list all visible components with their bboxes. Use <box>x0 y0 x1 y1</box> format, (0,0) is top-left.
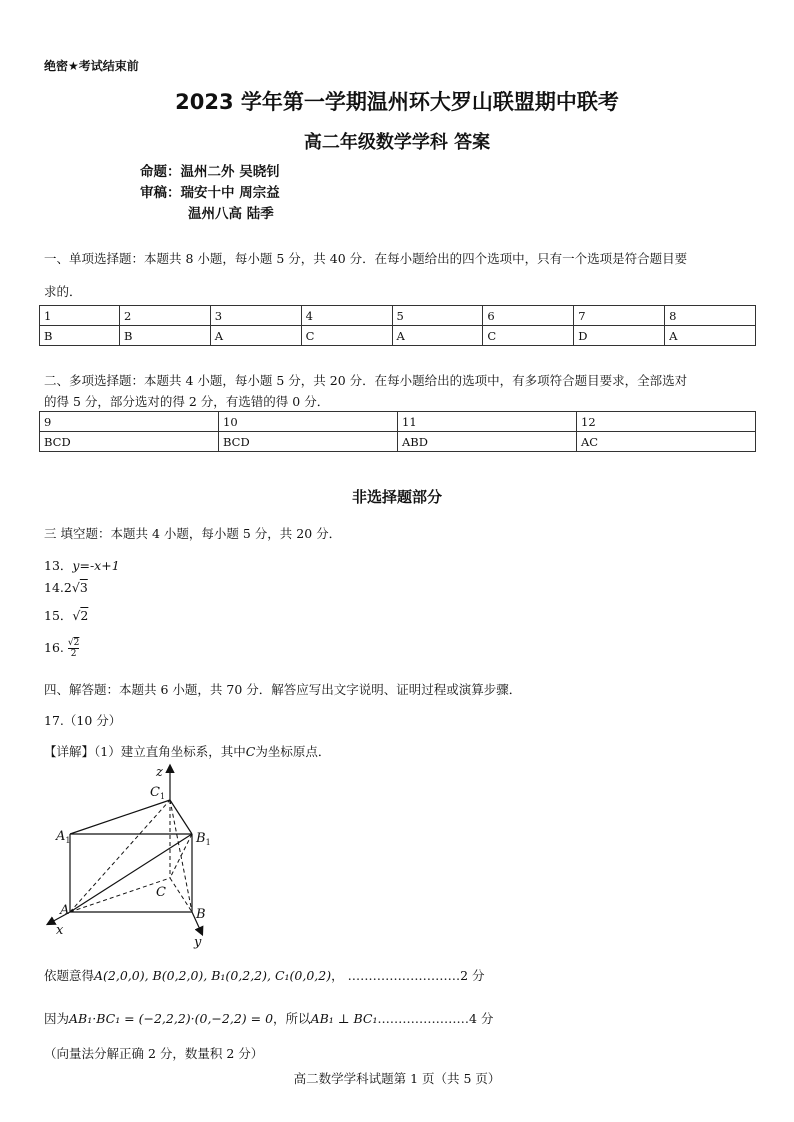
section2-instructions-line1: 二、多项选择题：本题共 4 小题，每小题 5 分，共 20 分．在每小题给出的选项中，有多项符合题目要求，全部选对 <box>44 373 688 388</box>
dashed-edges <box>70 800 192 912</box>
table-cell: D <box>574 326 665 346</box>
table-cell: 1 <box>40 306 120 326</box>
label-B1: $B_1$ <box>196 831 211 847</box>
author-label: 命题： <box>140 164 181 180</box>
label-z: z <box>156 765 163 780</box>
section1-instructions-line1: 一、单项选择题：本题共 8 小题，每小题 5 分，共 40 分．在每小题给出的四个选项中，只有一个选项是符合题目要 <box>44 251 688 266</box>
table-cell: 11 <box>398 412 577 432</box>
table-cell: 12 <box>577 412 756 432</box>
label-C: C <box>156 885 166 900</box>
single-choice-answer-table <box>39 305 756 346</box>
exam-title: 2023 学年第一学期温州环大罗山联盟期中联考 <box>175 90 619 114</box>
solution-line-2-math: AB₁·BC₁ = (−2,2,2)·(0,−2,2) = 0 <box>69 1011 274 1026</box>
solution-line-2-score: .…………………4 分 <box>377 1011 494 1026</box>
table-cell: 5 <box>392 306 483 326</box>
answer-13-value: y=-x+1 <box>72 558 120 573</box>
label-C1: $C_1$ <box>150 785 166 801</box>
table-row <box>40 326 756 346</box>
table-cell: A <box>392 326 483 346</box>
author-line <box>140 160 280 180</box>
label-A: A <box>60 903 70 918</box>
table-cell: 2 <box>119 306 210 326</box>
label-A1: $A_1$ <box>56 829 71 845</box>
detail-label: 【详解】 <box>44 744 95 759</box>
answer-14 <box>44 580 88 595</box>
reviewer-name-2: 温州八高 陆季 <box>188 206 274 222</box>
table-cell: A <box>210 326 301 346</box>
detail-line <box>44 742 330 760</box>
section4-instructions: 四、解答题：本题共 6 小题，共 70 分．解答应写出文字说明、证明过程或演算步骤． <box>44 682 522 697</box>
solution-line-1-math: A(2,0,0), B(0,2,0), B₁(0,2,2), C₁(0,0,2) <box>94 968 332 983</box>
exam-subtitle: 高二年级数学学科 答案 <box>303 132 491 153</box>
table-row <box>40 432 756 452</box>
table-cell: 9 <box>40 412 219 432</box>
prism-figure <box>38 762 238 952</box>
author-name: 温州二外 吴晓钊 <box>180 164 280 180</box>
table-cell: B <box>40 326 120 346</box>
answer-14-coef: 2 <box>63 580 72 595</box>
solution-line-1 <box>44 966 485 984</box>
section1-instructions-line2: 求的． <box>44 284 82 299</box>
sqrt-icon: √ <box>72 608 81 623</box>
solution-line-2-prefix: 因为 <box>44 1011 70 1026</box>
nonchoice-heading: 非选择题部分 <box>351 488 442 506</box>
multi-choice-answer-table <box>39 411 756 452</box>
table-cell: 8 <box>665 306 756 326</box>
solution-line-1-comma: ， <box>331 968 344 983</box>
detail-tail: 为坐标原点． <box>255 744 331 759</box>
solution-line-2-math2: AB₁ ⊥ BC₁ <box>310 1011 378 1026</box>
table-cell: ABD <box>398 432 577 452</box>
reviewer-label: 审稿： <box>140 185 181 201</box>
fraction-numerator <box>68 638 79 649</box>
table-cell: BCD <box>219 432 398 452</box>
table-row <box>40 306 756 326</box>
table-cell: BCD <box>40 432 219 452</box>
solution-line-1-score: ………………………2 分 <box>347 968 485 983</box>
sqrt-icon: √ <box>71 580 80 595</box>
answer-14-radicand: 3 <box>79 580 88 595</box>
label-B: B <box>196 907 206 922</box>
answer-15 <box>44 606 88 624</box>
answer-13-label: 13． <box>44 558 73 573</box>
table-cell: A <box>665 326 756 346</box>
numerator-radicand: 2 <box>73 638 80 648</box>
table-cell: 4 <box>301 306 392 326</box>
table-cell: C <box>483 326 574 346</box>
table-cell: 7 <box>574 306 665 326</box>
question-17-heading: 17.（10 分） <box>44 713 122 728</box>
answer-14-label: 14. <box>44 580 64 595</box>
sqrt-icon: √ <box>67 638 74 648</box>
table-cell: B <box>119 326 210 346</box>
reviewer-name-1: 瑞安十中 周宗益 <box>180 185 280 201</box>
answer-16-fraction <box>68 638 79 659</box>
reviewer-line <box>140 181 280 201</box>
answer-15-label: 15． <box>44 608 73 623</box>
table-row <box>40 412 756 432</box>
table-cell: AC <box>577 432 756 452</box>
answer-15-radicand: 2 <box>80 608 89 623</box>
secret-label: 绝密★考试结束前 <box>44 59 139 73</box>
table-cell: C <box>301 326 392 346</box>
solution-line-1-prefix: 依题意得 <box>44 968 95 983</box>
answer-13 <box>44 556 120 574</box>
answer-16 <box>44 638 79 659</box>
table-cell: 6 <box>483 306 574 326</box>
page-footer: 高二数学学科试题第 1 页（共 5 页） <box>293 1071 501 1086</box>
answer-16-label: 16. <box>44 640 64 655</box>
solid-edges <box>70 790 192 912</box>
label-y: y <box>194 935 202 950</box>
label-x: x <box>56 923 64 938</box>
section2-instructions-line2: 的得 5 分，部分选对的得 2 分，有选错的得 0 分． <box>44 394 330 409</box>
scoring-note: （向量法分解正确 2 分，数量积 2 分） <box>44 1046 264 1061</box>
detail-text: （1）建立直角坐标系，其中 <box>94 744 246 759</box>
section3-instructions: 三 填空题：本题共 4 小题，每小题 5 分，共 20 分． <box>44 526 342 541</box>
table-cell: 3 <box>210 306 301 326</box>
fraction-denominator: 2 <box>70 649 77 659</box>
solution-line-2-mid: ，所以 <box>273 1011 311 1026</box>
table-cell: 10 <box>219 412 398 432</box>
solution-line-2 <box>44 1009 493 1027</box>
detail-origin-C: C <box>245 744 256 759</box>
